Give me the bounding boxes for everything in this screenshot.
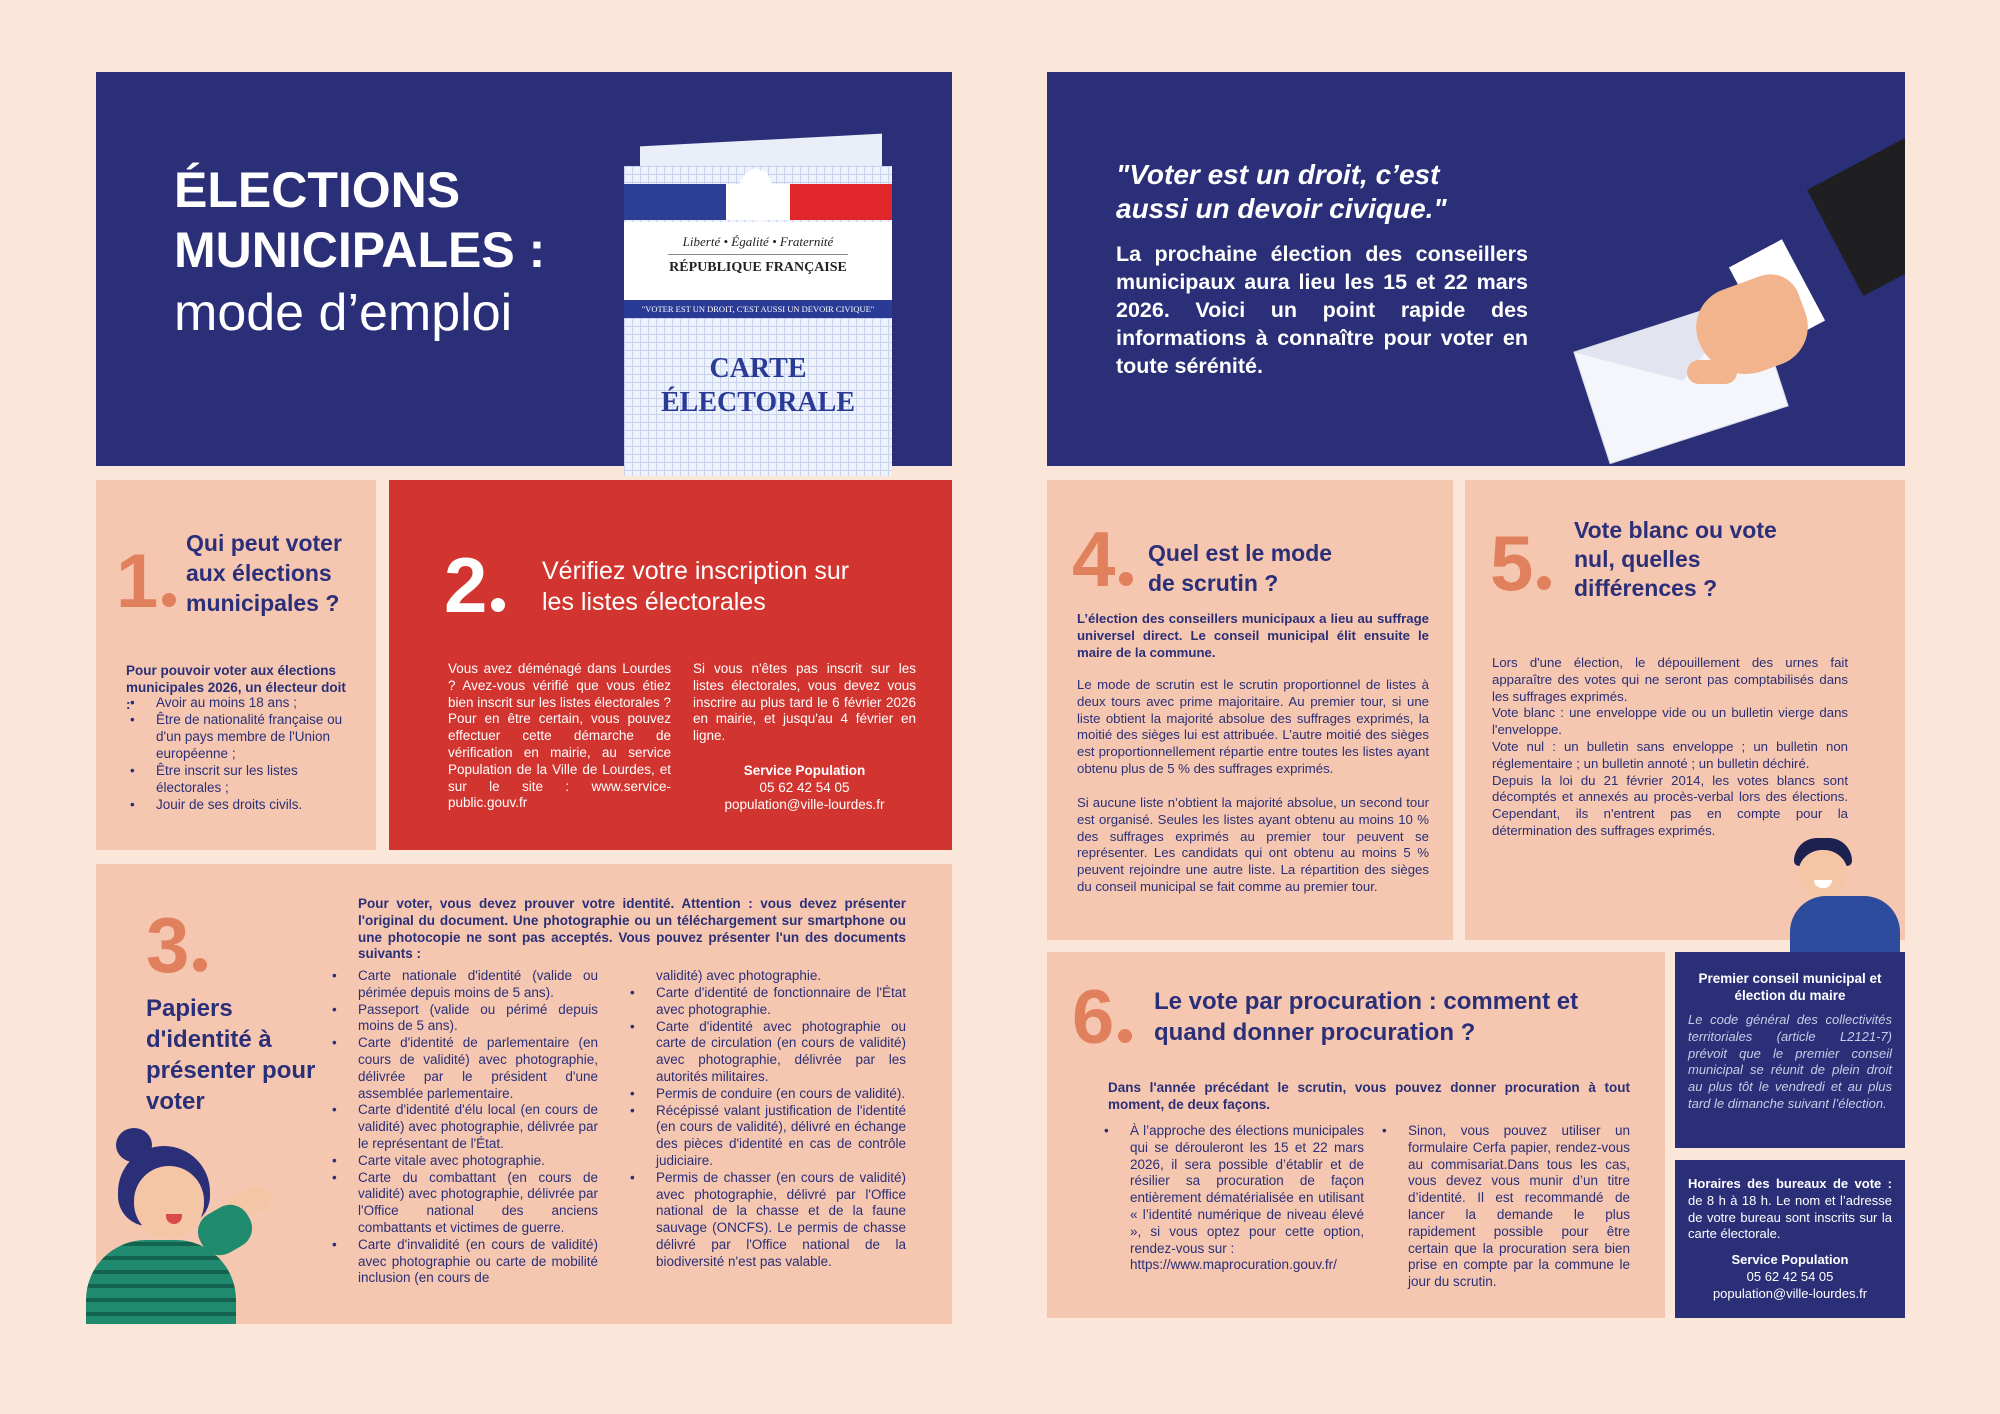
face [134, 1166, 204, 1238]
section-6-number-text: 6 [1072, 975, 1115, 1060]
section-4-title: Quel est le mode de scrutin ? [1148, 540, 1333, 596]
section-6-col2 [1378, 1123, 1630, 1291]
info-box-contact-phone: 05 62 42 54 05 [1746, 1268, 1834, 1284]
section-4-number-text: 4 [1072, 515, 1116, 603]
man-face [1798, 850, 1848, 898]
section-5-p1: Lors d'une élection, le dépouillement des urnes fait apparaître des votes qui ne seront pas comptabilisés dans les suffrages exprimés. [1492, 655, 1848, 704]
section-1-title: Qui peut voter aux élections municipales ? [186, 530, 342, 616]
section-5-p2: Vote blanc : une enveloppe vide ou un bulletin vierge dans l'enveloppe. [1492, 705, 1848, 738]
intro-quote [1116, 158, 1447, 226]
list-item: • Passeport (valide ou périmé depuis moins de 5 ans). [328, 1002, 598, 1036]
intro-quote-line1: "Voter est un droit, c’est [1116, 159, 1440, 190]
section-6-lead: Dans l'année précédant le scrutin, vous pouvez donner procuration à tout moment, de deux façons. [1108, 1080, 1630, 1112]
info-box-hours-title: Horaires des bureaux de vote : [1688, 1176, 1892, 1191]
cover-title [174, 160, 545, 346]
list-item: • Carte d'invalidité (en cours de validité) avec photographie ou carte de mobilité inclusion (en cours de [328, 1237, 598, 1287]
list-item: • Avoir au moins 18 ans ; [126, 694, 354, 711]
section-3-col2 [626, 985, 906, 1271]
section-5-dot [1537, 576, 1551, 590]
section-5-number-text: 5 [1490, 519, 1534, 607]
section-2-col2: Si vous n'êtes pas inscrit sur les listes électorales, vous devez vous inscrire au plus tard le 6 février 2026 en mairie, et jusqu'au 4 février en ligne. [693, 661, 916, 744]
list-item: • Permis de conduire (en cours de validité). [626, 1086, 906, 1103]
section-3-dot [193, 958, 207, 972]
procuration-link[interactable]: https://www.maprocuration.gouv.fr/ [1130, 1257, 1337, 1273]
section-2-col1: Vous avez déménagé dans Lourdes ? Avez-vous vérifié que vous étiez bien inscrit sur les listes électorales ? Pour en être certain, vous pouvez effectuer cette démarche de vérification en mairie, au service Population de la Ville de Lourdes, et sur le site : www.service-public.gouv.fr [448, 661, 671, 811]
man-illustration [1790, 838, 1900, 952]
list-item: • Être inscrit sur les listes électorales ; [126, 762, 354, 796]
section-5-title: Vote blanc ou vote nul, quelles différences ? [1574, 517, 1777, 601]
card-divider [668, 254, 848, 255]
list-item: • Carte d'identité d'élu local (en cours de validité) avec photographie, délivrée par le représentant de l'État. [328, 1102, 598, 1152]
intro-text: La prochaine élection des conseillers municipaux aura lieu les 15 et 22 mars 2026. Voici un point rapide des informations à connaître pour voter en toute sérénité. [1116, 242, 1528, 378]
section-2-contact-email[interactable]: population@ville-lourdes.fr [724, 797, 885, 812]
section-4-lead: L’élection des conseillers municipaux a lieu au suffrage universel direct. Le conseil municipal élit ensuite le maire de la commune. [1077, 611, 1429, 660]
list-item: • Récépissé valant justification de l'identité (en cours de validité), délivré en échange des pièces d'identité en cas de contrôle judiciaire. [626, 1103, 906, 1170]
section-2-contact-phone: 05 62 42 54 05 [759, 780, 850, 795]
section-2-number [444, 541, 505, 629]
info-box-contact-email[interactable]: population@ville-lourdes.fr [1712, 1285, 1868, 1301]
list-item: • Être de nationalité française ou d'un pays membre de l'Union européenne ; [126, 711, 354, 762]
section-6-col1-text: À l’approche des élections municipales qui se dérouleront les 15 et 22 mars 2026, il sera possible d’établir et de résilier sa procuration de façon entièrement dématérialisée en utilisant « l’identité numérique de niveau élevé », si vous optez pour cette option, rendez-vous sur : [1130, 1123, 1364, 1256]
list-item: • Carte nationale d'identité (valide ou périmée depuis moins de 5 ans). [328, 968, 598, 1002]
list-item: • Carte d'identité de fonctionnaire de l'État avec photographie. [626, 985, 906, 1019]
info-box-council-title: Premier conseil municipal et élection du maire [1698, 971, 1882, 1003]
section-3-number [146, 901, 207, 989]
cover-subtitle: mode d’emploi [174, 284, 513, 342]
list-item: • Sinon, vous pouvez utiliser un formulaire Cerfa papier, rendez-vous au commisariat.Dans tous les cas, vous devez vous munir d’un titre d’identité. Il est recommandé de lancer la demande le plus rapidement possible pour être certain que la procuration sera bien prise en compte par la commune le jour du scrutin. [1378, 1123, 1630, 1291]
section-5-number [1490, 519, 1551, 607]
suit-sleeve [1807, 124, 1905, 296]
list-item: • Carte du combattant (en cours de validité) avec photographie, délivrée par l'Office national des anciens combattants et victimes de guerre. [328, 1170, 598, 1237]
section-2-title: Vérifiez votre inscription sur les listes électorales [542, 557, 850, 616]
thumb-icon [1687, 360, 1737, 384]
card-title [624, 352, 892, 420]
section-3-title: Papiers d'identité à présenter pour voter [146, 995, 316, 1115]
card-republic: RÉPUBLIQUE FRANÇAISE [669, 260, 847, 275]
section-4-p2: Si aucune liste n’obtient la majorité absolue, un second tour est organisé. Seules les listes ayant obtenu au moins 10 % des suffrages exprimés au premier tour peuvent se représenter. Les candidats qui ont obtenu au moins 5 % peuvent rejoindre une autre liste. La répartition des sièges du conseil municipal se fait comme au premier tour. [1077, 795, 1429, 894]
section-3-lead: Pour voter, vous devez prouver votre identité. Attention : vous devez présenter l'original du document. Une photographie ou un téléchargement sur smartphone ou une photocopie ne sont pas acceptés. Vous pouvez présenter l'un des documents suivants : [358, 896, 906, 962]
section-3-col2-continuation: validité) avec photographie. [656, 968, 822, 983]
section-6-title: Le vote par procuration : comment et quand donner procuration ? [1154, 988, 1579, 1046]
section-4-dot [1119, 572, 1133, 586]
info-box-hours-contact [1688, 1252, 1892, 1302]
card-title-line1: CARTE [709, 353, 807, 384]
section-1-number [116, 539, 176, 624]
card-motto: Liberté • Égalité • Fraternité [682, 234, 834, 249]
section-2-number-text: 2 [444, 541, 488, 629]
man-sweater [1790, 896, 1900, 952]
card-title-line2: ÉLECTORALE [661, 387, 855, 418]
section-2-dot [491, 598, 505, 612]
info-box-council-text: Le code général des collectivités territoriales (article L2121-7) prévoit que le premier conseil municipal se réunit de plein droit au plus tôt le vendredi et au plus tard le dimanche suivant l’élection. [1688, 1012, 1892, 1111]
section-1-dot [162, 593, 176, 607]
section-6-dot [1118, 1029, 1132, 1043]
cover-title-line1: ÉLECTIONS [174, 162, 461, 218]
electoral-card-illustration [624, 150, 892, 476]
intro-quote-line2: aussi un devoir civique." [1116, 193, 1447, 224]
section-4-number [1072, 515, 1133, 603]
list-item [1100, 1123, 1364, 1274]
list-item: • Carte vitale avec photographie. [328, 1153, 598, 1170]
section-2-contact-name: Service Population [743, 763, 866, 778]
list-item: • Carte d'identité de parlementaire (en cours de validité) avec photographie, délivrée par le président d'une assemblée parlementaire. [328, 1035, 598, 1102]
info-box-contact-name: Service Population [1731, 1252, 1849, 1267]
section-6-col1 [1100, 1123, 1364, 1274]
section-3-col1 [328, 968, 598, 1287]
card-front [624, 166, 892, 476]
section-2-contact [693, 762, 916, 813]
section-1-lead: Pour pouvoir voter aux élections municipales 2026, un électeur doit : [126, 663, 346, 712]
list-item: • Permis de chasser (en cours de validité) avec photographie, délivré par l'Office national de la chasse et de la faune sauvage (ONCFS). Le permis de chasse délivré par l'Office national de la biodiversité n'est pas valable. [626, 1170, 906, 1271]
section-5-text [1492, 655, 1848, 840]
info-box-hours-body: de 8 h à 18 h. Le nom et l’adresse de votre bureau sont inscrits sur la carte électorale. [1688, 1192, 1892, 1242]
section-4-p1: Le mode de scrutin est le scrutin proportionnel de listes à deux tours avec prime majoritaire. Au premier tour, si une liste obtient la majorité absolue des suffrages exprimés, la moitié des sièges lui est attribuée. L’autre moitié des sièges est proportionnellement répartie entre toutes les listes ayant obtenu plus de 5 % des suffrages exprimés. [1077, 677, 1429, 776]
section-3-number-text: 3 [146, 901, 190, 989]
section-1-list [126, 694, 354, 813]
woman-illustration [86, 1128, 286, 1324]
info-box-hours-text [1688, 1176, 1892, 1243]
card-quote-band: "VOTER EST UN DROIT, C'EST AUSSI UN DEVOIR CIVIQUE" [624, 300, 892, 318]
cover-title-line2: MUNICIPALES : [174, 222, 546, 278]
section-5-p3: Vote nul : un bulletin sans enveloppe ; un bulletin non réglementaire ; un bulletin annoté ; un bulletin déchiré. [1492, 738, 1848, 771]
section-5-p4: Depuis la loi du 21 février 2014, les votes blancs sont décomptés et annexés au procès-verbal lors des élections. Cependant, ils n'entrent pas en compte pour la détermination des suffrages exprimés. [1492, 772, 1848, 838]
section-1-number-text: 1 [116, 539, 159, 624]
list-item: • Jouir de ses droits civils. [126, 796, 354, 813]
section-6-number [1072, 975, 1132, 1060]
list-item: • Carte d'identité avec photographie ou carte de circulation (en cours de validité) avec photographie, délivrée par les autorités militaires. [626, 1019, 906, 1086]
